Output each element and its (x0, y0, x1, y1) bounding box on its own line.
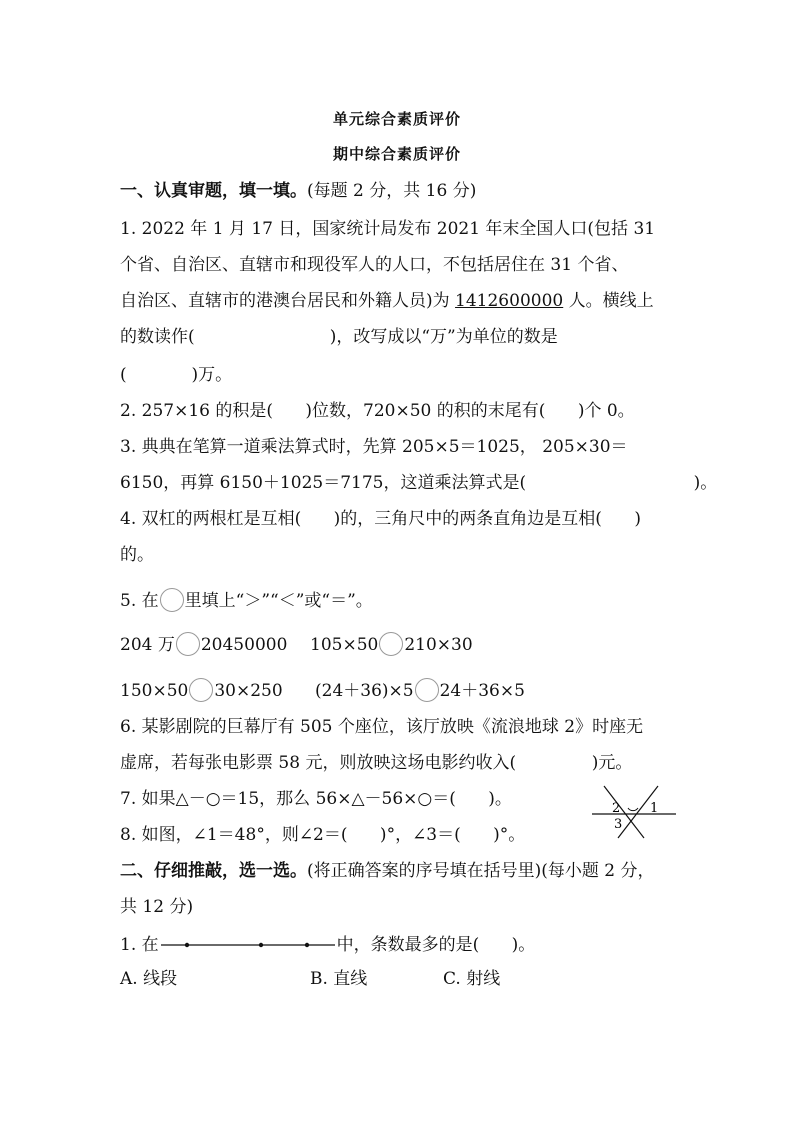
q1-line-1: 1. 2022 年 1 月 17 日，国家统计局发布 2021 年末全国人口(包括 31 (120, 219, 656, 239)
q5-r2c1-right: 30×250 (214, 681, 283, 701)
q5-a: 5. 在 (120, 591, 159, 611)
q5-r1c2-left: 105×50 (310, 635, 379, 655)
q5-r1c2 (310, 632, 473, 656)
q3-line-2: 6150，再算 6150＋1025＝7175，这道乘法算式是( )。 (120, 473, 718, 493)
angle-figure (592, 786, 682, 846)
q1-line-3a: 自治区、直辖市的港澳台居民和外籍人员)为 (120, 291, 456, 311)
q1-line-2: 个省、自治区、直辖市和现役军人的人口，不包括居住在 31 个省、 (120, 255, 629, 275)
section-1-heading (120, 180, 476, 202)
q1-line-4: 的数读作( )，改写成以“万”为单位的数是 (120, 327, 558, 347)
unit-title: 单元综合素质评价 (332, 110, 461, 128)
q5-r1c1-left: 204 万 (120, 635, 175, 655)
q5-r1c2-right: 210×30 (404, 635, 473, 655)
compare-circle[interactable] (189, 678, 213, 702)
q5-r1c1-right: 20450000 (200, 635, 288, 655)
section-2-heading (120, 860, 655, 882)
section-2-note: (将正确答案的序号填在括号里)(每小题 2 分， (307, 861, 655, 881)
option-b[interactable]: B. 直线 (310, 969, 368, 989)
q5-r1c1 (120, 632, 287, 656)
q3-line-1: 3. 典典在笔算一道乘法算式时，先算 205×5＝1025， 205×30＝ (120, 437, 628, 457)
option-c[interactable]: C. 射线 (443, 969, 501, 989)
compare-circle[interactable] (176, 632, 200, 656)
point-3 (304, 943, 308, 947)
q4-line-1: 4. 双杠的两根杠是互相( )的，三角尺中的两条直角边是互相( ) (120, 509, 641, 529)
q8: 8. 如图，∠1＝48°，则∠2＝( )°，∠3＝( )°。 (120, 825, 526, 845)
q1-line-3b: 人。横线上 (563, 291, 654, 311)
section-1-title: 一、认真审题，填一填。 (120, 181, 307, 201)
q1-line-5: ( )万。 (120, 365, 233, 385)
option-a[interactable]: A. 线段 (120, 969, 178, 989)
q5-r2c2 (315, 678, 525, 702)
angle-arc (628, 808, 638, 811)
angle-2-label: 2 (612, 801, 621, 816)
angle-1-label: 1 (650, 801, 659, 816)
point-2 (258, 943, 262, 947)
q6-line-1: 6. 某影剧院的巨幕厅有 505 个座位，该厅放映《流浪地球 2》时座无 (120, 717, 644, 737)
compare-circle[interactable] (379, 632, 403, 656)
section-2-note-2: 共 12 分) (120, 897, 194, 917)
mc1-a: 1. 在 (120, 935, 159, 955)
compare-circle[interactable] (415, 678, 439, 702)
q6-line-2: 虚席，若每张电影票 58 元，则放映这场电影约收入( )元。 (120, 753, 633, 773)
q1-line-3 (120, 290, 654, 312)
midterm-title: 期中综合素质评价 (332, 145, 461, 163)
angle-3-label: 3 (614, 817, 623, 832)
section-2-title: 二、仔细推敲，选一选。 (120, 861, 307, 881)
mc1-b: 中，条数最多的是( )。 (336, 935, 536, 955)
q5-r2c1-left: 150×50 (120, 681, 189, 701)
line-figure (159, 932, 337, 954)
q4-line-2: 的。 (120, 545, 154, 565)
point-1 (184, 943, 188, 947)
compare-circle[interactable] (160, 588, 184, 612)
q5-r2c1 (120, 678, 283, 702)
q5-r2c2-right: 24＋36×5 (439, 681, 525, 701)
q2: 2. 257×16 的积是( )位数，720×50 的积的末尾有( )个 0。 (120, 401, 635, 421)
q5-r2c2-left: (24＋36)×5 (315, 681, 414, 701)
section-1-note: (每题 2 分，共 16 分) (307, 181, 477, 201)
q7: 7. 如果△－○＝15，那么 56×△－56×○＝( )。 (120, 789, 512, 809)
q5-instruction (120, 588, 373, 612)
q5-b: 里填上“＞”“＜”或“＝”。 (184, 591, 373, 611)
q1-population-number: 1412600000 (455, 291, 564, 311)
mc1-question (120, 932, 535, 956)
